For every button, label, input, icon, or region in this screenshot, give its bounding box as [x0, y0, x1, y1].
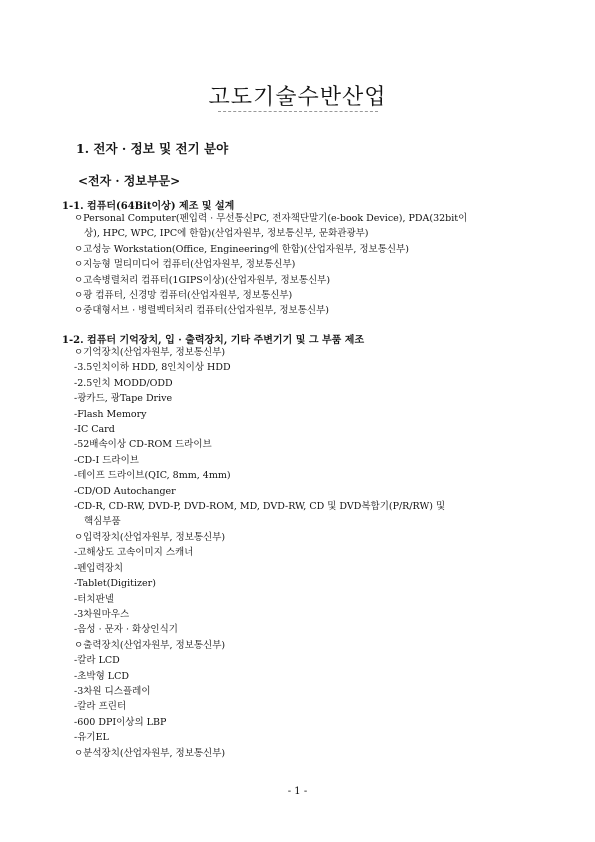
item-heading-1-2: 1-2. 컴퓨터 기억장치, 입 · 출력장치, 기타 주변기기 및 그 부품 제조 [62, 335, 365, 346]
section-heading: 1. 전자 · 정보 및 전기 분야 [76, 141, 229, 156]
document-title: 고도기술수반산업 [208, 85, 387, 110]
list-item [74, 376, 534, 391]
list-item-text: ㅇ고속병렬처리 컴퓨터(1GIPS이상)(산업자원부, 정보통신부) [74, 274, 331, 286]
list-item-text: -600 DPI이상의 LBP [74, 716, 167, 728]
list-item-text: -Flash Memory [74, 408, 147, 420]
list-item [74, 638, 534, 653]
list-item-text: -광카드, 광Tape Drive [74, 393, 173, 405]
title-underline [218, 111, 378, 112]
list-item-text: -펜입력장치 [74, 562, 124, 574]
list-item [74, 242, 534, 257]
list-item-text: -고해상도 고속이미지 스캐너 [74, 547, 194, 559]
item-heading-1-1: 1-1. 컴퓨터(64Bit이상) 제조 및 설계 [62, 201, 235, 212]
list-item-text: -CD-I 드라이브 [74, 454, 139, 466]
list-item [74, 453, 534, 468]
list-item [74, 468, 534, 483]
list-item-text: -유기EL [74, 732, 109, 744]
list-item [74, 499, 534, 530]
list-item [74, 576, 534, 591]
item-list-1-2 [74, 345, 534, 761]
list-item [74, 715, 534, 730]
list-item-text: ㅇ기억장치(산업자원부, 정보통신부) [74, 347, 226, 358]
list-item-continuation: 핵심부품 [84, 516, 121, 528]
list-item-text: -CD-R, CD-RW, DVD-P, DVD-ROM, MD, DVD-RW, CD 및 DVD복합기(P/R/RW) 및 [74, 501, 446, 513]
list-item-text: -테이프 드라이브(QIC, 8mm, 4mm) [74, 470, 231, 482]
list-item [74, 669, 534, 684]
list-item-text: -터치판넬 [74, 593, 114, 605]
list-item-text: -CD/OD Autochanger [74, 485, 176, 497]
list-item [74, 484, 534, 499]
list-item-continuation: 상), HPC, WPC, IPC에 한함)(산업자원부, 정보통신부, 문화관광부) [84, 228, 369, 240]
list-item [74, 545, 534, 560]
item-list-1-1 [74, 211, 534, 319]
list-item-text: -칼라 프린터 [74, 701, 127, 713]
list-item [74, 360, 534, 375]
list-item-text: ㅇ분석장치(산업자원부, 정보통신부) [74, 747, 226, 759]
list-item [74, 422, 534, 437]
list-item [74, 684, 534, 699]
list-item [74, 303, 534, 318]
list-item-text: ㅇ지능형 멀티미디어 컴퓨터(산업자원부, 정보통신부) [74, 259, 296, 271]
list-item-text: -3.5인치이하 HDD, 8인치이상 HDD [74, 362, 231, 374]
list-item-text: ㅇPersonal Computer(펜입력 · 무선통신PC, 전자책단말기(e-book Device), PDA(32bit이 [74, 213, 468, 224]
list-item-text: -3차원마우스 [74, 608, 130, 620]
list-item [74, 288, 534, 303]
list-item [74, 530, 534, 545]
page-number: - 1 - [287, 786, 308, 797]
list-item-text: ㅇ고성능 Workstation(Office, Engineering에 한함)(산업자원부, 정보통신부) [74, 243, 409, 255]
list-item [74, 437, 534, 452]
list-item [74, 592, 534, 607]
list-item [74, 561, 534, 576]
list-item [74, 746, 534, 761]
list-item [74, 653, 534, 668]
list-item [74, 407, 534, 422]
list-item-text: ㅇ입력장치(산업자원부, 정보통신부) [74, 531, 226, 543]
list-item [74, 211, 534, 242]
list-item [74, 607, 534, 622]
list-item-text: ㅇ출력장치(산업자원부, 정보통신부) [74, 639, 226, 651]
list-item-text: -IC Card [74, 424, 115, 436]
list-item [74, 730, 534, 745]
list-item [74, 273, 534, 288]
list-item-text: ㅇ광 컴퓨터, 신경망 컴퓨터(산업자원부, 정보통신부) [74, 290, 293, 302]
list-item-text: -3차원 디스플레이 [74, 685, 151, 697]
list-item-text: -초박형 LCD [74, 670, 129, 682]
list-item-text: -음성 · 문자 · 화상인식기 [74, 624, 178, 636]
list-item-text: -52배속이상 CD-ROM 드라이브 [74, 439, 212, 451]
list-item-text: -2.5인치 MODD/ODD [74, 377, 173, 389]
list-item [74, 391, 534, 406]
list-item [74, 257, 534, 272]
list-item-text: -칼라 LCD [74, 655, 120, 667]
list-item-text: ㅇ중대형서브 · 병렬벡터처리 컴퓨터(산업자원부, 정보통신부) [74, 305, 329, 317]
list-item [74, 345, 534, 360]
list-item [74, 699, 534, 714]
list-item-text: -Tablet(Digitizer) [74, 578, 156, 590]
list-item [74, 622, 534, 637]
subsection-heading: <전자 · 정보부문> [78, 174, 181, 188]
